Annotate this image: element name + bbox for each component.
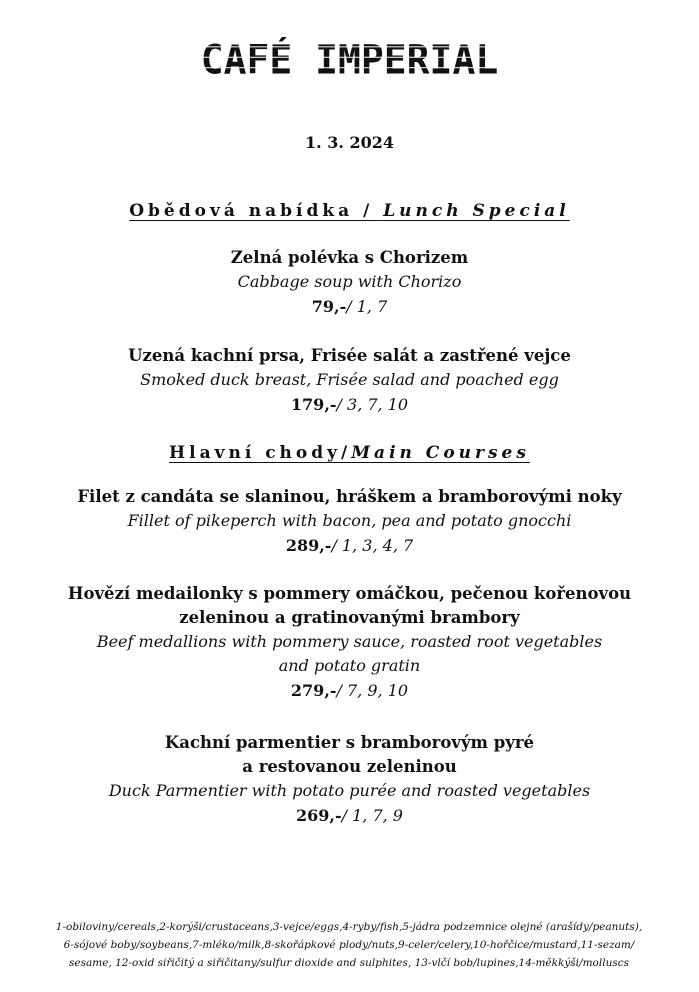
dish-name-cz-line2: zeleninou a gratinovanými brambory [179, 608, 520, 627]
dish-price: 269,-/ 1, 7, 9 [296, 806, 403, 825]
menu-item-beef-medallions [0, 582, 699, 704]
section-title-en: Main Courses [351, 443, 530, 463]
section-title-en: Lunch Special [383, 201, 570, 221]
dish-name-cz-line1: Kachní parmentier s bramborovým pyré [164, 733, 535, 752]
dish-price: 279,-/ 7, 9, 10 [290, 681, 409, 700]
dish-name-en-line1: Beef medallions with pommery sauce, roasted root vegetables [96, 632, 603, 651]
dish-name-en: Smoked duck breast, Frisée salad and poached egg [140, 370, 559, 389]
dish-name-cz: Filet z candáta se slaninou, hráškem a bramborovými noky [77, 487, 622, 506]
dish-name-en-line2: and potato gratin [278, 656, 421, 675]
allergen-legend-line: 1-obiloviny/cereals,2-korýši/crustaceans,3-vejce/eggs,4-ryby/fish,5-jádra podzemnice olejné (arašídy/peanuts), [55, 921, 643, 933]
menu-item-duck-parmentier [0, 731, 699, 829]
allergen-legend-line: sesame, 12-oxid siřičitý a siřičitany/sulfur dioxide and sulphites, 13-vlčí bob/lupines,14-měkkýši/molluscs [68, 957, 629, 969]
cafe-imperial-logo: CAFÉ IMPERIAL [200, 36, 499, 84]
dish-name-cz: Uzená kachní prsa, Frisée salát a zastřené vejce [128, 346, 571, 365]
allergen-legend [24, 918, 674, 972]
section-main-courses [0, 443, 699, 463]
dish-price: 79,-/ 1, 7 [311, 297, 388, 316]
dish-name-en: Duck Parmentier with potato purée and roasted vegetables [108, 781, 591, 800]
section-lunch-special [0, 201, 699, 221]
dish-price: 289,-/ 1, 3, 4, 7 [285, 536, 414, 555]
allergen-legend-line: 6-sójové boby/soybeans,7-mléko/milk,8-skořápkové plody/nuts,9-celer/celery,10-hořčice/mustard,11-sezam/ [63, 939, 635, 951]
dish-price: 179,-/ 3, 7, 10 [290, 395, 409, 414]
section-title-cz: Obědová nabídka / [129, 201, 384, 221]
dish-name-en: Fillet of pikeperch with bacon, pea and potato gnocchi [127, 511, 572, 530]
menu-date: 1. 3. 2024 [304, 133, 395, 152]
menu-item-pikeperch [0, 485, 699, 559]
menu-item-cabbage-soup [0, 246, 699, 320]
section-title-cz: Hlavní chody/ [169, 443, 352, 463]
dish-name-cz-line2: a restovanou zeleninou [242, 757, 457, 776]
dish-name-cz-line1: Hovězí medailonky s pommery omáčkou, pečenou kořenovou [67, 584, 632, 603]
menu-item-smoked-duck [0, 344, 699, 418]
dish-name-en: Cabbage soup with Chorizo [237, 272, 462, 291]
dish-name-cz: Zelná polévka s Chorizem [230, 248, 469, 267]
